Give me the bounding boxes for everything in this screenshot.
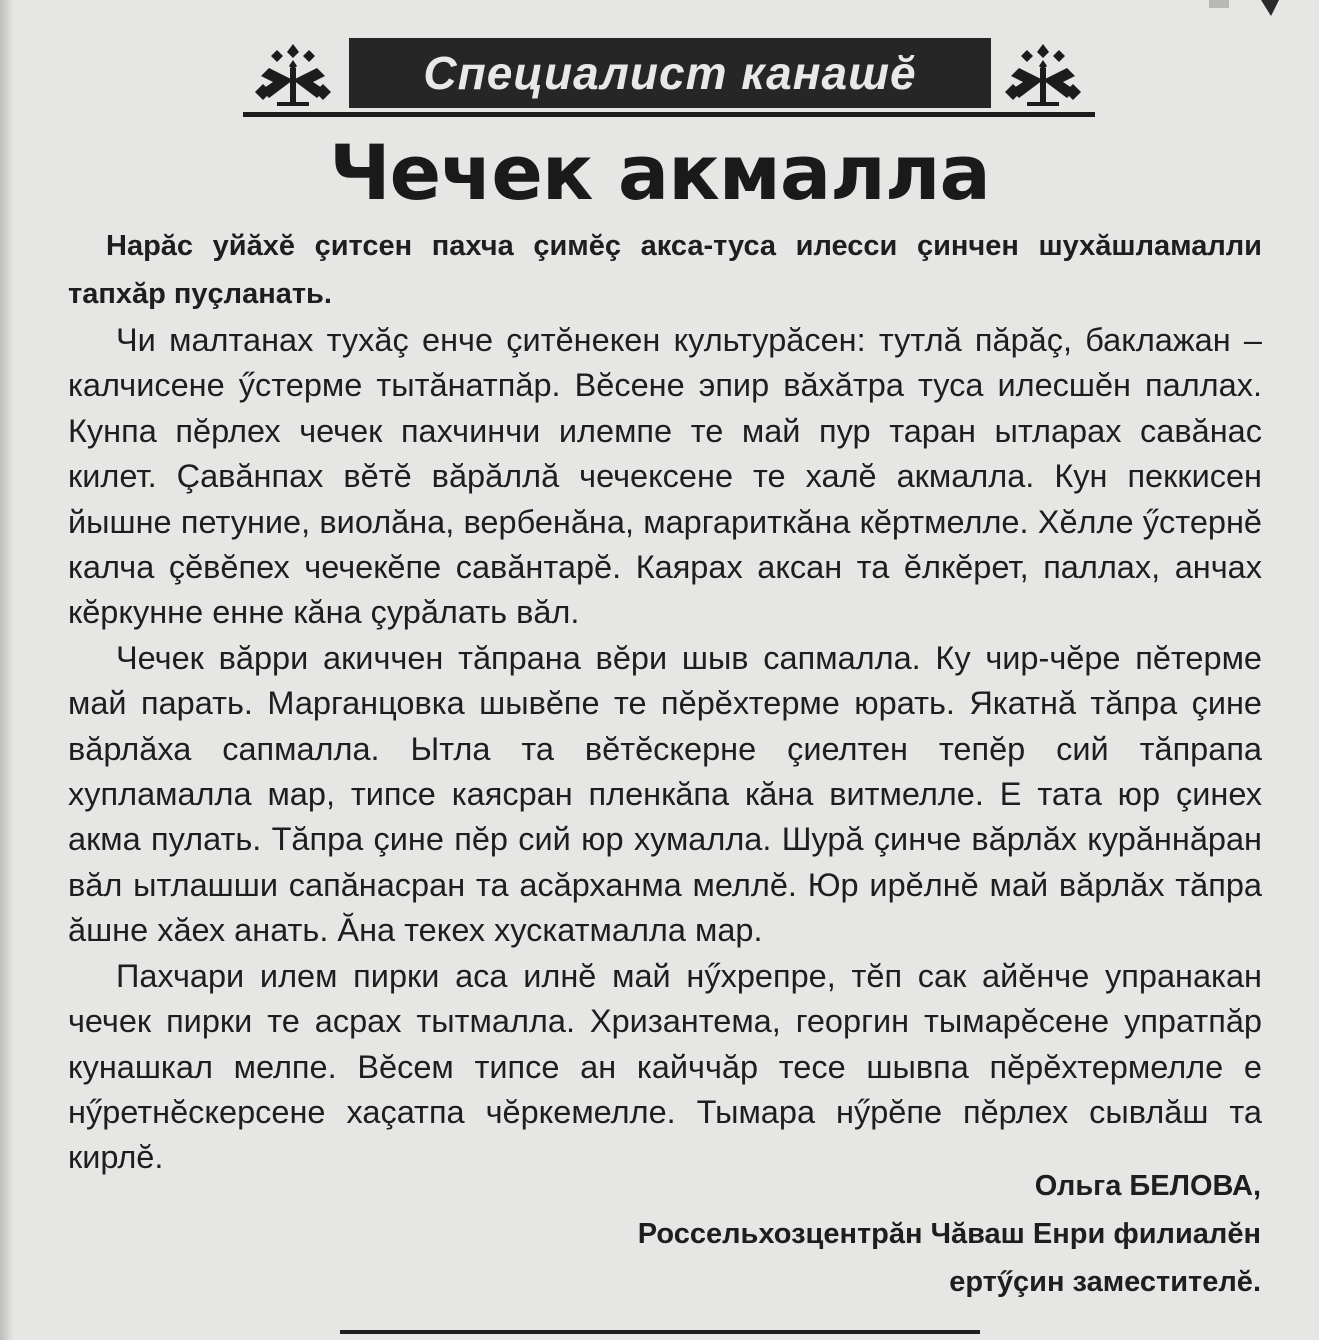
author-position: ертӳçин заместителĕ.: [949, 1266, 1261, 1298]
author-name: Ольга БЕЛОВА,: [1034, 1170, 1261, 1202]
section-rubric: [243, 36, 1095, 122]
author-signature: [361, 1162, 1261, 1306]
bottom-divider: [340, 1330, 980, 1334]
article-lead: Нарăс уйăхĕ çитсен пахча çимĕç акса-туса илесси çинчен шухăшламалли тапхăр пуçланать.: [68, 230, 1262, 310]
rubric-title: Специалист канашĕ: [423, 47, 917, 99]
article-paragraph: Пахчари илем пирки аса илнĕ май нӳхрепре, тĕп сак айĕнче упранакан чечек пирки те асрах тытмалла. Хризантема, георгин тымарĕсене упратпăр кунашкал мелпе. Вĕсем типсе ан кайччăр тесе шывпа пĕрĕхтермелле е нӳретнĕскерсене хаçатпа чĕркемелле. Тымара нӳрĕпе пĕрлех сывлăш та кирлĕ.: [68, 957, 1262, 1176]
article-body: [68, 222, 1262, 1181]
folk-ornament-icon: [247, 40, 339, 108]
article-paragraph: Чи малтанах тухăç енче çитĕнекен культурăсен: тутлă пăрăç, баклажан – калчисене ӳстерме тытăнатпăр. Вĕсене эпир вăхăтра туса илесшĕн паллах. Кунпа пĕрлех чечек пахчинчи илемпе те май пур таран ытларах савăнас килет. Çавăнпах вĕтĕ вăрăллă чечексене те халĕ акмалла. Кун пеккисен йышне петуние, виолăна, вербенăна, маргариткăна кĕртмелле. Хĕлле ӳстернĕ калча çĕвĕпех чечекĕпе савăнтарĕ. Каярах аксан та ĕлкĕрет, паллах, анчах кĕркунне енне кăна çурăлать вăл.: [68, 322, 1262, 631]
article-headline: Чечек акмалла: [329, 128, 990, 217]
corner-ornament-icon: [1209, 0, 1279, 18]
rubric-underline: [243, 112, 1095, 117]
author-position: Россельхозцентрăн Чăваш Енри филиалĕн: [637, 1218, 1261, 1250]
article-paragraph: Чечек вăрри акиччен тăпрана вĕри шыв сапмалла. Ку чир-чĕре пĕтерме май парать. Марганцовка шывĕпе те пĕрĕхтерме юрать. Якатнă тăпра çине вăрлăха сапмалла. Ытла та вĕтĕскерне çиелтен тепĕр сий тăпрапа хупламалла мар, типсе каясран пленкăпа кăна витмелле. Е тата юр çинех акма пулать. Тăпра çине пĕр сий юр хумалла. Шурă çинче вăрлăх курăннăран вăл ытлашши сапăнасран та асăрханма меллĕ. Юр ирĕлнĕ май вăрлăх тăпра ăшне хăех анать. Ăна текех хускатмалла мар.: [68, 639, 1262, 949]
folk-ornament-icon: [997, 40, 1089, 108]
